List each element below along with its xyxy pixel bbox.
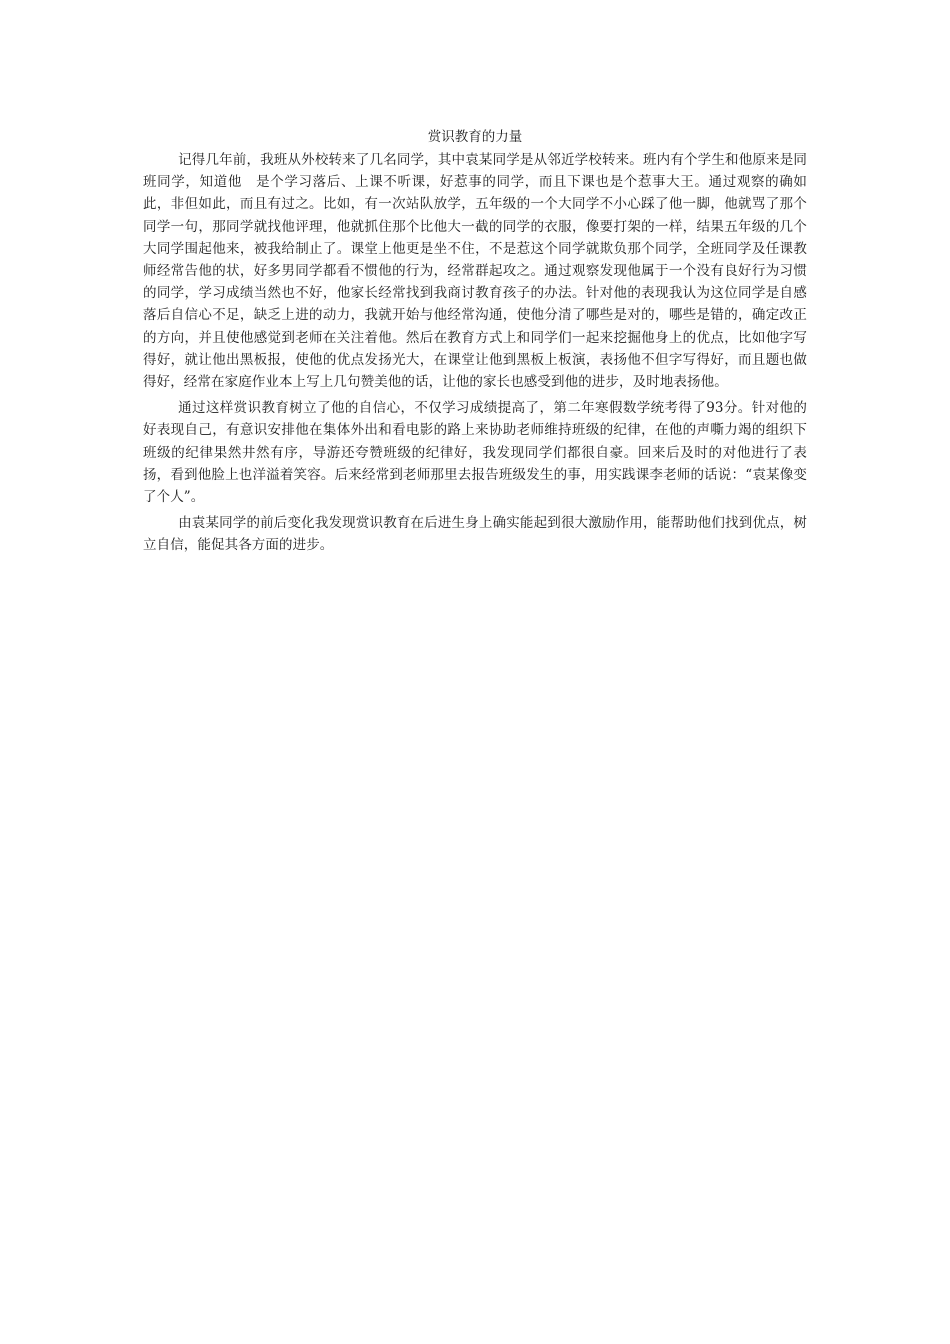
document-title: 赏识教育的力量	[427, 129, 523, 145]
paragraph-2: 通过这样赏识教育树立了他的自信心，不仅学习成绩提高了，第二年寒假数学统考得了93分。针对他的好表现自己，有意识安排他在集体外出和看电影的路上来协助老师维持班级的纪律，在他的声嘶力竭的组织下班级的纪律果然井然有序，导游还夸赞班级的纪律好，我发现同学们都很自豪。回来后及时的对他进行了表扬，看到他脸上也洋溢着笑容。后来经常到老师那里去报告班级发生的事，用实践课李老师的话说：“袁某像变了个人”。	[143, 400, 807, 506]
paragraph-3: 由袁某同学的前后变化我发现赏识教育在后进生身上确实能起到很大激励作用，能帮助他们找到优点，树立自信，能促其各方面的进步。	[143, 515, 807, 554]
document-page	[143, 126, 807, 561]
paragraph-1: 记得几年前，我班从外校转来了几名同学，其中袁某同学是从邻近学校转来。班内有个学生和他原来是同班同学，知道他 是个学习落后、上课不听课，好惹事的同学，而且下课也是个惹事大王。通过观察的确如此，非但如此，而且有过之。比如，有一次站队放学，五年级的一个大同学不小心踩了他一脚，他就骂了那个同学一句，那同学就找他评理，他就抓住那个比他大一截的同学的衣服，像要打架的一样，结果五年级的几个大同学围起他来，被我给制止了。课堂上他更是坐不住，不是惹这个同学就欺负那个同学，全班同学及任课教师经常告他的状，好多男同学都看不惯他的行为，经常群起攻之。通过观察发现他属于一个没有良好行为习惯的同学，学习成绩当然也不好，他家长经常找到我商讨教育孩子的办法。针对他的表现我认为这位同学是自感落后自信心不足，缺乏上进的动力，我就开始与他经常沟通，使他分清了哪些是对的，哪些是错的，确定改正的方向，并且使他感觉到老师在关注着他。然后在教育方式上和同学们一起来挖掘他身上的优点，比如他字写得好，就让他出黑板报，使他的优点发扬光大，在课堂让他到黑板上板演，表扬他不但字写得好，而且题也做得好，经常在家庭作业本上写上几句赞美他的话，让他的家长也感受到他的进步，及时地表扬他。	[143, 152, 807, 391]
